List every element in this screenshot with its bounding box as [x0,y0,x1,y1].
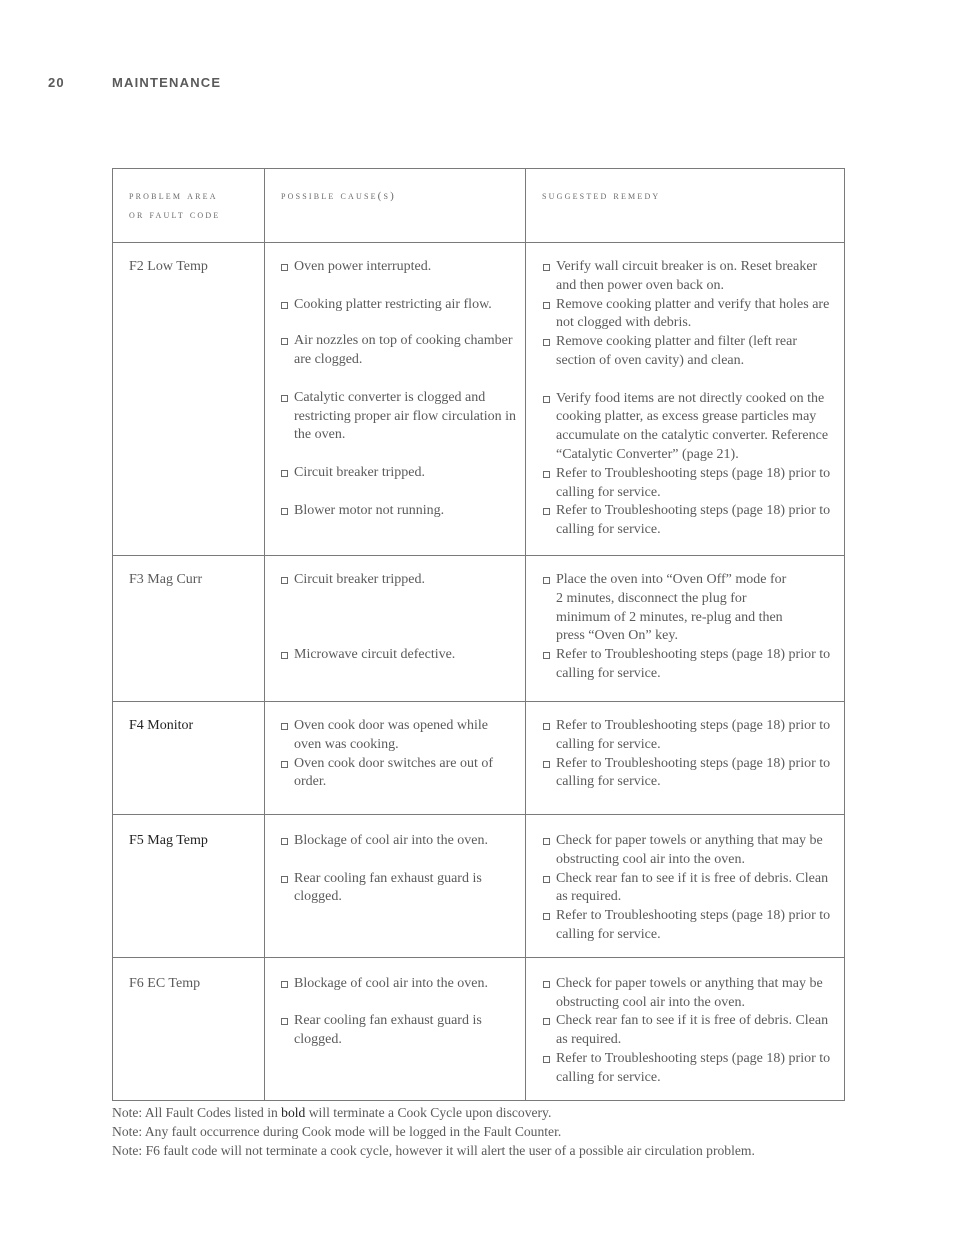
table-row [113,243,845,556]
remedy-item: Verify food items are not directly cooked on the cooking platter, as excess grease particles may accumulate on the catalytic converter. Reference “Catalytic Converter” (page 21). [542,390,836,465]
cause-item: Cooking platter restricting air flow. [280,296,517,315]
table-row [113,702,845,815]
remedy-item: Refer to Troubleshooting steps (page 18) prior to calling for service. [542,717,836,755]
cause-item: Oven cook door was opened while oven was cooking. [280,717,517,755]
cause-item: Circuit breaker tripped. [280,464,517,483]
page-number: 20 [48,75,65,90]
fault-code-table [112,168,845,1101]
table-row [113,815,845,958]
cause-item: Catalytic converter is clogged and restricting proper air flow circulation in the oven. [280,389,517,445]
table-row [113,957,845,1100]
remedy-item: Refer to Troubleshooting steps (page 18) prior to calling for service. [542,755,836,793]
remedy-cell [526,243,845,556]
cause-item: Air nozzles on top of cooking chamber are clogged. [280,332,517,370]
notes [112,1104,755,1160]
note-bold-codes: Note: All Fault Codes listed in bold will terminate a Cook Cycle upon discovery. [112,1105,552,1120]
remedy-item: Check rear fan to see if it is free of debris. Clean as required. [542,870,836,908]
fault-code-cell: F3 Mag Curr [113,556,265,702]
header-possible-causes: possible cause(s) [265,169,526,243]
remedy-item: Refer to Troubleshooting steps (page 18) prior to calling for service. [542,465,836,503]
cause-item: Oven power interrupted. [280,258,517,277]
cause-item: Oven cook door switches are out of order. [280,755,517,793]
header-suggested-remedy: suggested remedy [526,169,845,243]
remedy-item: Refer to Troubleshooting steps (page 18) prior to calling for service. [542,646,836,684]
note-f6: Note: F6 fault code will not terminate a cook cycle, however it will alert the user of a possible air circulation problem. [112,1142,755,1158]
remedy-cell [526,702,845,815]
cause-cell [265,957,526,1100]
remedy-item: Refer to Troubleshooting steps (page 18) prior to calling for service. [542,907,836,945]
cause-cell [265,815,526,958]
fault-code-cell: F5 Mag Temp [113,815,265,958]
section-title: MAINTENANCE [112,75,222,90]
remedy-item: Place the oven into “Oven Off” mode for 2 minutes, disconnect the plug for minimum of 2 minutes, re-plug and then press “Oven On” key. [542,571,836,646]
cause-cell [265,556,526,702]
remedy-item: Refer to Troubleshooting steps (page 18) prior to calling for service. [542,1050,836,1088]
cause-cell [265,702,526,815]
remedy-cell [526,957,845,1100]
remedy-item: Verify wall circuit breaker is on. Reset breaker and then power oven back on. [542,258,836,296]
remedy-item: Refer to Troubleshooting steps (page 18) prior to calling for service. [542,502,836,540]
table-row [113,556,845,702]
fault-code-cell: F4 Monitor [113,702,265,815]
cause-item: Rear cooling fan exhaust guard is clogged. [280,870,517,908]
cause-item: Circuit breaker tripped. [280,571,517,590]
note-fault-counter: Note: Any fault occurrence during Cook mode will be logged in the Fault Counter. [112,1123,562,1139]
table-header-row [113,169,845,243]
cause-item: Microwave circuit defective. [280,646,517,665]
header-problem-area: problem area or fault code [113,169,265,243]
remedy-item: Check for paper towels or anything that may be obstructing cool air into the oven. [542,832,836,870]
cause-item: Blower motor not running. [280,502,517,521]
cause-cell [265,243,526,556]
remedy-cell [526,815,845,958]
cause-item: Rear cooling fan exhaust guard is clogged. [280,1012,517,1050]
remedy-item: Check rear fan to see if it is free of debris. Clean as required. [542,1012,836,1050]
remedy-cell [526,556,845,702]
fault-code-cell: F2 Low Temp [113,243,265,556]
cause-item: Blockage of cool air into the oven. [280,832,517,851]
fault-code-cell: F6 EC Temp [113,957,265,1100]
remedy-item: Remove cooking platter and verify that holes are not clogged with debris. [542,296,836,334]
remedy-item: Remove cooking platter and filter (left rear section of oven cavity) and clean. [542,333,836,371]
remedy-item: Check for paper towels or anything that may be obstructing cool air into the oven. [542,975,836,1013]
cause-item: Blockage of cool air into the oven. [280,975,517,994]
